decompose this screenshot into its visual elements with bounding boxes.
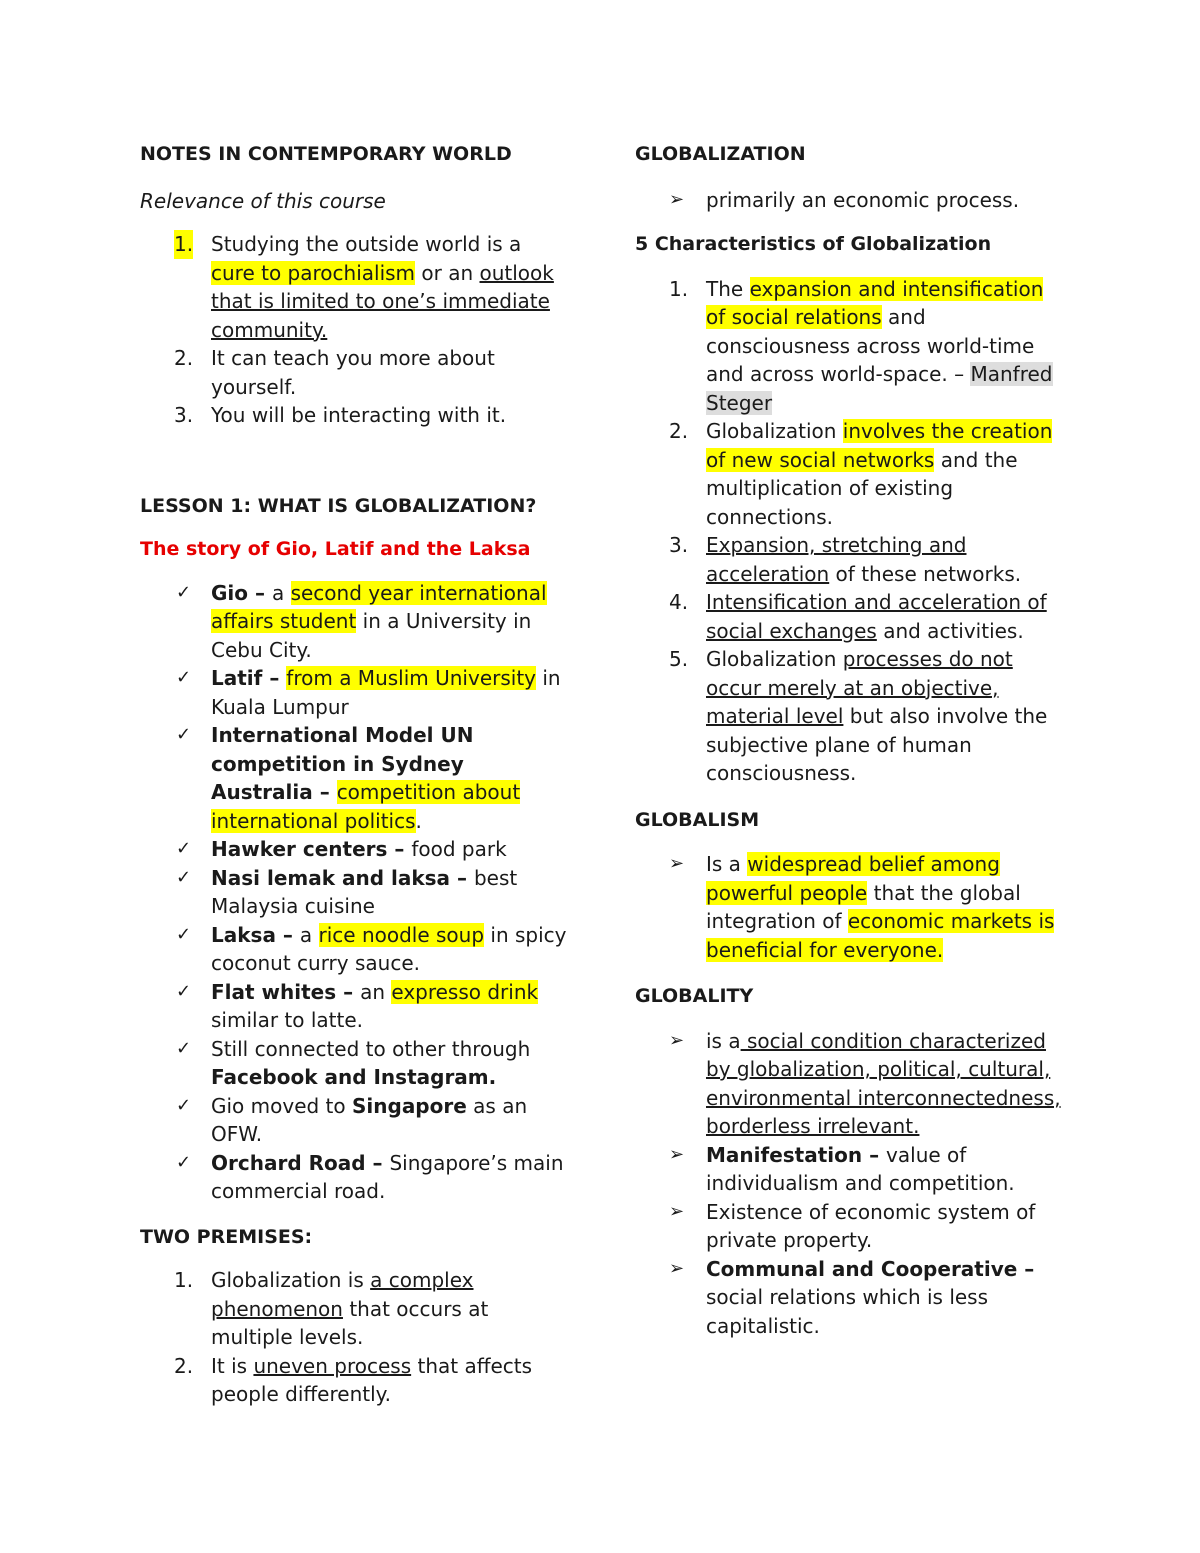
list-item: 1. Globalization is a complex phenomenon that occurs at multiple levels.: [174, 1268, 489, 1349]
list-item: ✓ Nasi lemak and laksa – best Malaysia cuisine: [176, 865, 518, 918]
check-icon: ✓: [176, 838, 192, 859]
premises-list: [140, 1266, 570, 1409]
arrow-icon: ➢: [669, 1200, 685, 1222]
list-item: ✓ Flat whites – an expresso drink similar to latte.: [176, 979, 539, 1032]
globalization-list: [635, 186, 1065, 215]
relevance-heading: Relevance of this course: [140, 188, 386, 213]
list-item: ➢ Is a widespread belief among powerful people that the global integration of economic markets is beneficial for everyone.: [669, 852, 1055, 962]
arrow-icon: ➢: [669, 188, 685, 210]
list-item: ✓ Hawker centers – food park: [140, 835, 570, 864]
list-item: 1. Studying the outside world is a cure to parochialism or an outlook that is limited to one’s immediate community.: [174, 232, 554, 342]
list-item: 3. You will be interacting with it.: [174, 403, 507, 427]
arrow-icon: ➢: [669, 853, 685, 874]
check-icon: ✓: [176, 866, 192, 888]
arrow-icon: ➢: [669, 1257, 685, 1279]
characteristics-title: 5 Characteristics of Globalization: [635, 233, 992, 255]
globalism-title: GLOBALISM: [635, 808, 760, 831]
list-item: 4. Intensification and acceleration of social exchanges and activities.: [669, 590, 1047, 643]
globality-list: [635, 1027, 1065, 1341]
list-item: 2. It can teach you more about yourself.: [174, 346, 495, 399]
check-icon: ✓: [176, 724, 192, 745]
list-item: ✓ Latif – from a Muslim University in Kuala Lumpur: [176, 666, 561, 719]
list-item: ✓ Orchard Road – Singapore’s main commercial road.: [176, 1150, 564, 1203]
right-column: [635, 140, 1065, 1340]
check-icon: ✓: [176, 1094, 192, 1116]
arrow-icon: ➢: [669, 1143, 685, 1165]
list-item: ✓ Still connected to other through Facebook and Instagram.: [176, 1036, 531, 1089]
list-item: ➢ Existence of economic system of private property.: [669, 1199, 1036, 1252]
story-list: [140, 579, 570, 1206]
story-title: The story of Gio, Latif and the Laksa: [140, 538, 531, 560]
globalization-title: GLOBALIZATION: [635, 143, 806, 165]
check-icon: ✓: [176, 1151, 192, 1173]
list-item: ✓ International Model UN competition in Sydney Australia – competition about international politics.: [176, 723, 521, 833]
list-item: 2. Globalization involves the creation of new social networks and the multiplication of existing connections.: [669, 419, 1053, 529]
left-column: [140, 140, 570, 1409]
check-icon: ✓: [176, 667, 192, 688]
list-item: 1. The expansion and intensification of social relations and consciousness across world-time and across world-space. – Manfred Steger: [669, 276, 1053, 415]
arrow-icon: ➢: [669, 1029, 685, 1051]
check-icon: ✓: [176, 980, 192, 1002]
list-item: 2. It is uneven process that affects people differently.: [174, 1353, 533, 1406]
list-item: ✓ Laksa – a rice noodle soup in spicy coconut curry sauce.: [176, 922, 567, 975]
list-item: 5. Globalization processes do not occur merely at an objective, material level but also involve the subjective plane of human consciousness.: [669, 647, 1048, 785]
check-icon: ✓: [176, 923, 192, 945]
list-item: 3. Expansion, stretching and acceleration of these networks.: [669, 533, 1022, 586]
notes-title: NOTES IN CONTEMPORARY WORLD: [140, 143, 512, 165]
relevance-list: [140, 230, 570, 430]
characteristics-list: [635, 275, 1065, 788]
lesson-title: LESSON 1: WHAT IS GLOBALIZATION?: [140, 494, 537, 517]
list-item: ✓ Gio moved to Singapore as an OFW.: [176, 1093, 528, 1146]
list-item: ➢ Manifestation – value of individualism and competition.: [669, 1142, 1015, 1195]
list-item: ➢ Communal and Cooperative – social relations which is less capitalistic.: [669, 1256, 1035, 1338]
list-item: ➢ primarily an economic process.: [635, 186, 1065, 215]
check-icon: ✓: [176, 581, 192, 603]
check-icon: ✓: [176, 1037, 192, 1059]
list-item: ✓ Gio – a second year international affairs student in a University in Cebu City.: [176, 580, 547, 662]
globality-title: GLOBALITY: [635, 985, 754, 1007]
globalism-list: [635, 850, 1065, 964]
premises-title: TWO PREMISES:: [140, 1225, 313, 1248]
list-item: ➢ is a social condition characterized by globalization, political, cultural, environmental interconnectedness, borderless irrelevant.: [669, 1028, 1061, 1138]
